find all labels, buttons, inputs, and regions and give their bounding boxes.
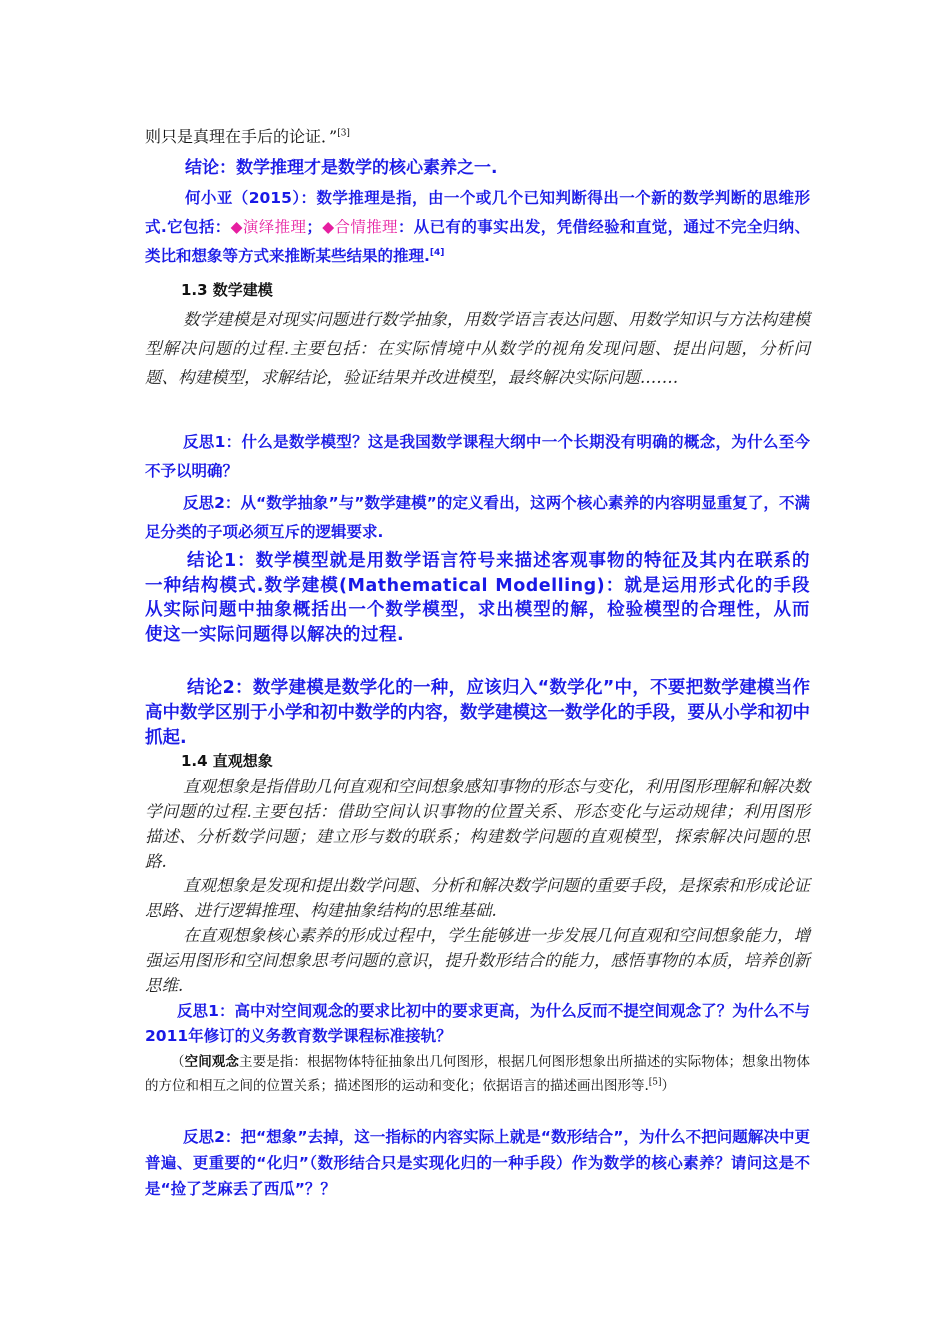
conclusion-1-modeling: 结论1：数学模型就是用数学语言符号来描述客观事物的特征及其内在联系的一种结构模式.数学建模(Mathematical Modelling)：就是运用形式化的手段从实际问题中抽象概括出一个数学模型，求出模型的解，检验模型的合理性，从而使这一实际问题得以解决的过程. — [145, 551, 810, 645]
reflection-2-intuition: 反思2：把“想象”去掉，这一指标的内容实际上就是“数形结合”，为什么不把问题解决中更普遍、更重要的“化归”（数形结合只是实现化归的一种手段）作为数学的核心素养？请问这是不是“捡了芝麻丢了西瓜”？？ — [145, 1128, 810, 1198]
section-heading-1-4: 1.4 直观想象 — [181, 752, 273, 770]
citation-4: [4] — [429, 247, 445, 258]
reflection-1-modeling: 反思1：什么是数学模型？这是我国数学课程大纲中一个长期没有明确的概念，为什么至今不予以明确？ — [145, 433, 810, 480]
he-xiaoya-paragraph — [145, 184, 810, 271]
section-heading-1-3: 1.3 数学建模 — [181, 281, 273, 299]
space-concept-term: 空间观念 — [184, 1054, 240, 1070]
intro-text: 则只是真理在手后的论证．” — [145, 127, 338, 146]
modeling-definition: 数学建模是对现实问题进行数学抽象，用数学语言表达问题、用数学知识与方法构建模型解决问题的过程.主要包括：在实际情境中从数学的视角发现问题、提出问题，分析问题、构建模型，求解结论，验证结果并改进模型，最终解决实际问题.…… — [145, 310, 810, 387]
space-concept-body: 主要是指：根据物体特征抽象出几何图形，根据几何图形想象出所描述的实际物体；想象出物体的方位和相互之间的位置关系；描述图形的运动和变化；依据语言的描述画出图形等. — [145, 1054, 811, 1094]
citation-3: [3] — [337, 128, 350, 139]
he-xiaoya-post: ：从已有的事实出发，凭借经验和直觉，通过不完全归纳、类比和想象等方式来推断某些结果的推理. — [145, 218, 811, 265]
reflection-1-intuition: 反思1：高中对空间观念的要求比初中的要求更高，为什么反而不提空间观念了？为什么不与2011年修订的义务教育数学课程标准接轨？ — [145, 1002, 810, 1045]
intro-paragraph — [145, 126, 810, 148]
reflection-2-modeling: 反思2：从“数学抽象”与”数学建模”的定义看出，这两个核心素养的内容明显重复了，不满足分类的子项必须互斥的逻辑要求. — [145, 494, 810, 541]
space-concept-note — [145, 1050, 810, 1098]
he-xiaoya-pre: 何小亚（2015）：数学推理是指，由一个或几个已知判断得出一个新的数学判断的思维形式.它包括： — [145, 189, 810, 236]
intuition-process: 在直观想象核心素养的形成过程中，学生能够进一步发展几何直观和空间想象能力，增强运用图形和空间想象思考问题的意识，提升数形结合的能力，感悟事物的本质，培养创新思维. — [145, 926, 810, 995]
plausible-reasoning-item: ◆合情推理 — [321, 218, 398, 236]
note-close-paren: ） — [661, 1078, 676, 1094]
conclusion-2-modeling: 结论2：数学建模是数学化的一种，应该归入“数学化”中，不要把数学建模当作高中数学区别于小学和初中数学的内容，数学建模这一数学化的手段，要从小学和初中抓起. — [145, 678, 810, 748]
conclusion-reasoning: 结论：数学推理才是数学的核心素养之一. — [185, 158, 498, 178]
deductive-reasoning-item: ◆演绎推理 — [230, 218, 307, 236]
note-open-paren: （ — [171, 1054, 185, 1070]
citation-5: [5] — [648, 1077, 662, 1088]
item-separator: ； — [306, 218, 322, 236]
intuition-definition: 直观想象是指借助几何直观和空间想象感知事物的形态与变化，利用图形理解和解决数学问题的过程.主要包括：借助空间认识事物的位置关系、形态变化与运动规律；利用图形描述、分析数学问题；建立形与数的联系；构建数学问题的直观模型，探索解决问题的思路. — [145, 777, 810, 871]
intuition-role: 直观想象是发现和提出数学问题、分析和解决数学问题的重要手段，是探索和形成论证思路、进行逻辑推理、构建抽象结构的思维基础. — [145, 876, 810, 920]
